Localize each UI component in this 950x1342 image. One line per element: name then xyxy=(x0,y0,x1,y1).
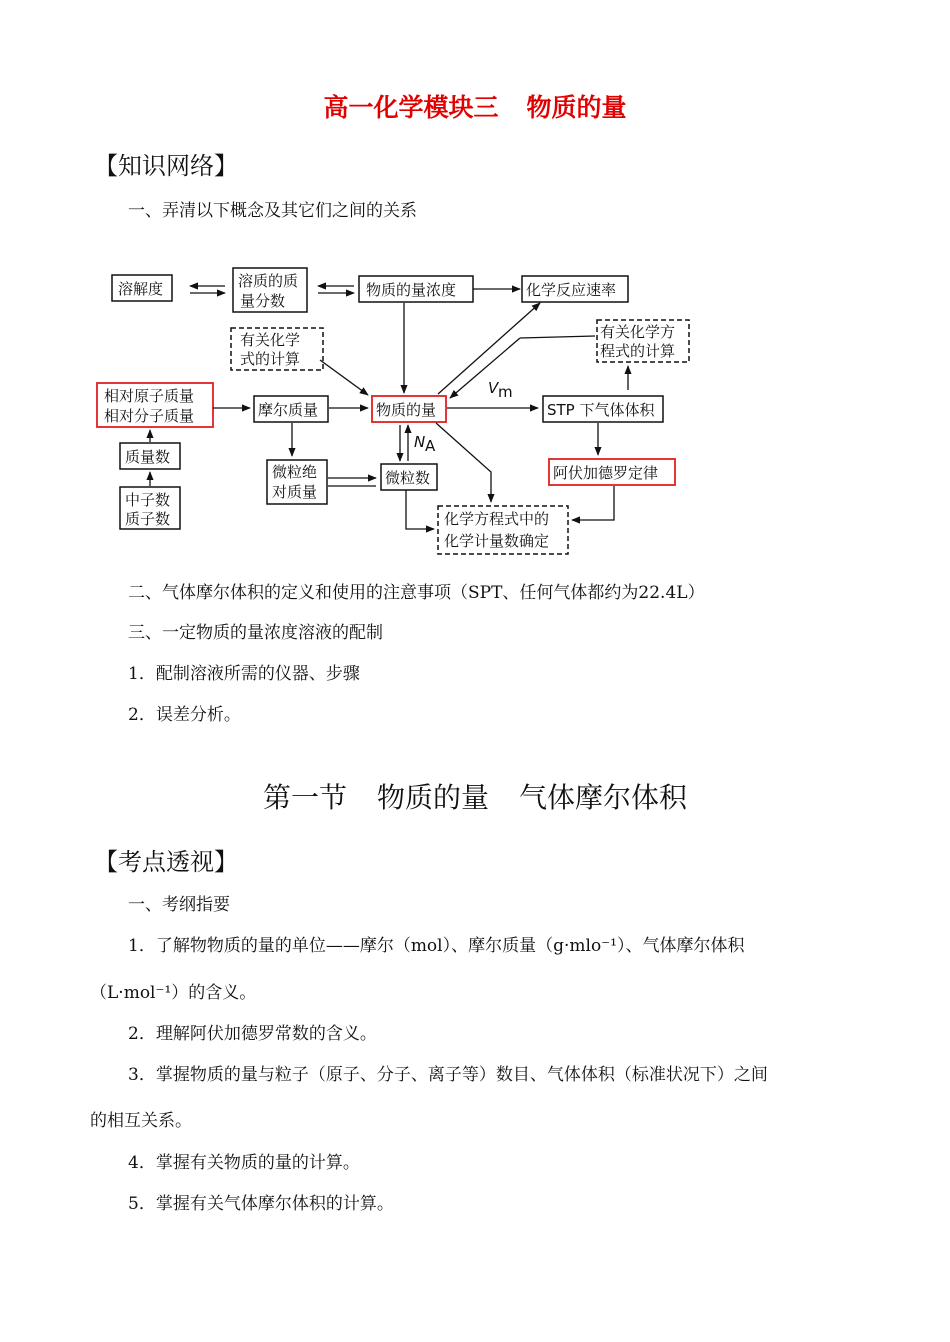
label-weili-1: 微粒绝 xyxy=(272,463,318,481)
kaogang-heading: 一、考纲指要 xyxy=(128,895,230,915)
concept-diagram xyxy=(0,250,950,570)
label-weili-2: 对质量 xyxy=(272,483,318,501)
label-xiangdui-1: 相对原子质量 xyxy=(104,387,195,405)
label-vm: V xyxy=(488,379,499,397)
label-youguanhuaxue-2: 式的计算 xyxy=(240,350,301,368)
point-3b: 的相互关系。 xyxy=(90,1111,192,1131)
knowledge-network-heading: 【知识网络】 xyxy=(94,152,238,180)
label-afjdl: 阿伏加德罗定律 xyxy=(553,464,659,482)
label-weilishu: 微粒数 xyxy=(385,469,431,487)
arrow-yg-wzdl xyxy=(320,360,368,395)
label-jiliangshu-2: 化学计量数确定 xyxy=(444,532,550,550)
label-nongdu: 物质的量浓度 xyxy=(366,281,457,299)
label-fanyingsulv: 化学反应速率 xyxy=(526,281,617,299)
label-jiliangshu-1: 化学方程式中的 xyxy=(444,510,550,528)
arrow-wls-jls xyxy=(406,490,434,529)
label-moer: 摩尔质量 xyxy=(258,401,319,419)
point-1b: （L·mol⁻¹）的含义。 xyxy=(90,983,257,1003)
section-part1: 第一节 xyxy=(262,781,347,814)
label-na-sub: A xyxy=(425,437,436,455)
section-heading xyxy=(0,776,950,816)
item-3-1: 1．配制溶液所需的仪器、步骤 xyxy=(128,664,360,684)
label-zhongzi-1: 中子数 xyxy=(125,491,171,509)
label-wuzhideliang: 物质的量 xyxy=(376,401,437,419)
arrow-wzdl-jls xyxy=(436,423,491,502)
label-fangchengshi-2: 程式的计算 xyxy=(600,342,676,360)
item-1: 一、弄清以下概念及其它们之间的关系 xyxy=(128,201,417,221)
point-5: 5．掌握有关气体摩尔体积的计算。 xyxy=(128,1194,394,1214)
line-fcs xyxy=(520,336,595,338)
label-xiangdui-2: 相对分子质量 xyxy=(104,407,195,425)
label-rongjiedu: 溶解度 xyxy=(118,280,164,298)
title-part1: 高一化学模块三 xyxy=(323,93,499,122)
label-zhiliangfenshu-1: 溶质的质 xyxy=(238,272,299,290)
item-2: 二、气体摩尔体积的定义和使用的注意事项（SPT、任何气体都约为22.4L） xyxy=(128,583,705,603)
page-title xyxy=(0,88,950,124)
label-youguanhuaxue-1: 有关化学 xyxy=(240,331,301,349)
arrow-afjdl-jls xyxy=(572,486,614,520)
label-fangchengshi-1: 有关化学方 xyxy=(600,323,676,341)
label-zhongzi-2: 质子数 xyxy=(125,510,171,528)
item-3: 三、一定物质的量浓度溶液的配制 xyxy=(128,623,383,643)
label-zhiliangfenshu-2: 量分数 xyxy=(240,292,286,310)
title-part2: 物质的量 xyxy=(526,93,627,122)
kaodian-heading: 【考点透视】 xyxy=(94,848,238,876)
point-3a: 3．掌握物质的量与粒子（原子、分子、离子等）数目、气体体积（标准状况下）之间 xyxy=(128,1065,768,1085)
label-zhiliangshu: 质量数 xyxy=(125,448,171,466)
label-na: N xyxy=(414,433,426,451)
point-4: 4．掌握有关物质的量的计算。 xyxy=(128,1153,360,1173)
point-2: 2．理解阿伏加德罗常数的含义。 xyxy=(128,1024,377,1044)
label-stp: STP 下气体体积 xyxy=(547,401,655,419)
section-part2: 物质的量 xyxy=(376,781,489,814)
point-1a: 1．了解物物质的量的单位——摩尔（mol）、摩尔质量（g·mlo⁻¹）、气体摩尔体积 xyxy=(128,936,745,956)
item-3-2: 2．误差分析。 xyxy=(128,705,241,725)
label-vm-sub: m xyxy=(498,383,513,401)
section-part3: 气体摩尔体积 xyxy=(519,781,688,814)
